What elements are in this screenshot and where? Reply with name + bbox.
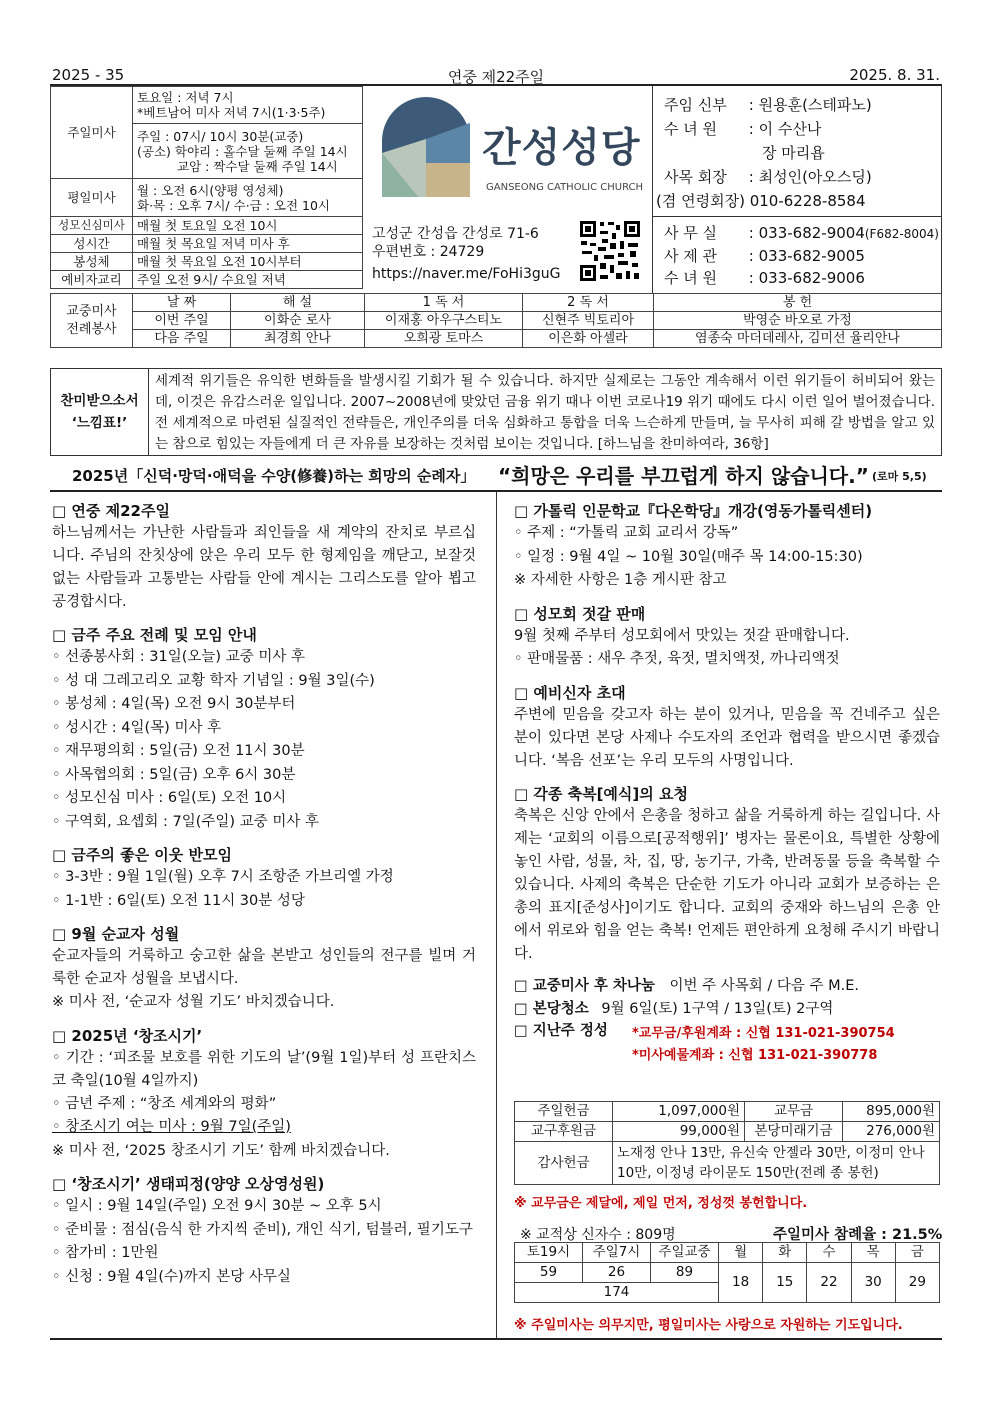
rectory-phone: : 033-682-9005 xyxy=(748,247,865,265)
pastor xyxy=(656,93,872,213)
list-item: ◦ 기간 : ‘피조물 보호를 위한 기도의 날’(9월 1일)부터 성 프란치스코 축일(10월 4일까지) xyxy=(52,1049,476,1089)
member-count: ※ 교적상 신자수 : 809명 xyxy=(520,1227,676,1243)
account-mass: *미사예물계좌 : 신협 131-021-390778 xyxy=(632,1047,878,1063)
thanks-label: 감사헌금 xyxy=(515,1142,613,1185)
banner-motto: “희망은 우리를 부끄럽게 하지 않습니다.” xyxy=(498,464,869,488)
address-line: 고성군 간성읍 간성로 71-6 xyxy=(372,226,539,242)
att-header: 월 xyxy=(719,1243,763,1263)
list-item: ◦ 구역회, 요셉회 : 7일(주일) 교중 미사 후 xyxy=(52,813,319,830)
bottom-rule xyxy=(50,1338,942,1340)
offering-label: 교구후원금 xyxy=(515,1122,613,1142)
quote-box xyxy=(50,368,942,456)
issue-date: 2025. 8. 31. xyxy=(849,66,940,84)
list-item: ◦ 선종봉사회 : 31일(오늘) 교중 미사 후 xyxy=(52,649,305,665)
mass-schedule xyxy=(50,86,363,289)
section-text: 9월 첫째 주부터 성모회에서 맛있는 젓갈 판매합니다. xyxy=(514,627,850,644)
sunday-line: (공소) 학야리 : 홀수달 둘째 주일 14시 xyxy=(137,143,348,159)
list-item: ◦ 성시간 : 4일(목) 미사 후 xyxy=(52,719,222,736)
banner-theme: 2025년「신덕·망덕·애덕을 수양(修養)하는 희망의 순례자」 xyxy=(72,467,476,485)
att-total: 174 xyxy=(515,1283,719,1303)
liturgy-service-table xyxy=(50,293,942,348)
first-reader: 이재홍 아우구스티노 xyxy=(365,312,523,330)
att-header: 토19시 xyxy=(515,1243,583,1263)
sunday-line: *베트남어 미사 저녁 7시(1·3·5주) xyxy=(137,105,326,121)
offering-table xyxy=(514,1101,940,1185)
second-reader: 이은화 아셀라 xyxy=(523,330,654,348)
convent-label: 수 녀 원 xyxy=(664,269,718,287)
schedule-row-label: 예비자교리 xyxy=(51,271,133,289)
list-item: ◦ 판매물품 : 새우 추젓, 육젓, 멸치액젓, 까나리액젓 xyxy=(514,651,840,667)
sister-name: 장 마리욥 xyxy=(762,144,825,162)
final-note: ※ 주일미사는 의무지만, 평일미사는 사랑으로 자원하는 기도입니다. xyxy=(514,1318,903,1333)
banner xyxy=(50,460,942,490)
att-value: 89 xyxy=(651,1263,719,1283)
sunday-line: 교암 : 짝수달 둘째 주일 14시 xyxy=(177,158,338,174)
list-item: ◦ 사목협의회 : 5일(금) 오후 6시 30분 xyxy=(52,766,296,783)
att-value: 26 xyxy=(583,1263,651,1283)
qr-code-icon xyxy=(578,219,642,283)
section-title: □ ‘창조시기’ 생태피정(양양 오상영성원) xyxy=(52,1175,325,1193)
chair-name: : 최성인(아오스딩) xyxy=(748,168,872,186)
schedule-row-value: 매월 첫 목요일 저녁 미사 후 xyxy=(133,235,363,253)
list-item: ◦ 창조시기 여는 미사 : 9월 7일(주일) xyxy=(52,1119,291,1135)
att-header: 목 xyxy=(851,1243,895,1263)
second-reader: 신현주 빅토리아 xyxy=(523,312,654,330)
liturgy-label: 전례봉사 xyxy=(66,321,117,337)
list-item: ◦ 신청 : 9월 4일(수)까지 본당 사무실 xyxy=(52,1268,291,1285)
list-item: ◦ 3-3반 : 9월 1일(월) 오후 7시 조항준 가브리엘 가정 xyxy=(52,869,394,885)
first-reader: 오희광 토마스 xyxy=(365,330,523,348)
offering: 염종숙 마더데레사, 김미선 율리안나 xyxy=(654,330,942,348)
section-text: 순교자들의 거룩하고 숭고한 삶을 본받고 성인들의 전구를 빌며 거룩한 순교자 성월을 보냅시다. xyxy=(52,948,476,987)
list-item: ◦ 재무평의회 : 5일(금) 오전 11시 30분 xyxy=(52,743,305,759)
issue-number: 2025 - 35 xyxy=(52,66,125,84)
offering-amount: 99,000원 xyxy=(613,1122,745,1142)
schedule-row-value: 주일 오전 9시/ 수요일 저녁 xyxy=(133,271,363,289)
att-header: 화 xyxy=(763,1243,807,1263)
commentator: 이화순 로사 xyxy=(231,312,365,330)
list-item: ◦ 일정 : 9월 4일 ~ 10월 30일(매주 목 14:00-15:30) xyxy=(514,548,863,565)
chair-phone: (겸 연령회장) 010-6228-8584 xyxy=(656,192,866,210)
dues-note: ※ 교무금은 제달에, 제일 먼저, 정성껏 봉헌합니다. xyxy=(514,1196,808,1211)
account-dues: *교무금/후원계좌 : 신협 131-021-390754 xyxy=(632,1025,895,1041)
office-phone: : 033-682-9004 xyxy=(748,224,865,242)
quote-label-2: ‘느낌표!’ xyxy=(71,415,128,431)
col-header: 해 설 xyxy=(231,294,365,312)
section-title: □ 각종 축복[예식]의 요청 xyxy=(514,784,688,803)
col-header: 2 독 서 xyxy=(523,294,654,312)
quote-text: 세계적 위기들은 유익한 변화들을 발생시킬 기회가 될 수 있습니다. 하지만 실제로는 그동안 계속해서 이런 위기들이 허비되어 왔는데, 이것은 유감스러운 일입니다. 2007~2008년에 맞았던 금융 위기 때나 이번 코로나19 위기 때에도 다시 이런 일어 벌어졌습니다. 전 세계적으로 마련된 실질적인 전략들은, 개인주의를 더욱 심화하고 통합을 더욱 느슨하게 만들며, 늘 무사히 피해 갈 방법을 알고 있는 참으로 힘있는 자들에게 더 큰 자유를 보장하는 것처럼 보이는 것입니다. [하느님을 찬미하여라, 36항] xyxy=(155,373,935,452)
section-text: 주변에 믿음을 갖고자 하는 분이 있거나, 믿음을 꼭 건네주고 싶은 분이 있다면 본당 사제나 수도자의 조언과 협력을 받으시면 좋겠습니다. ‘복음 선포’는 우리 모두의 사명입니다. xyxy=(514,706,940,769)
list-item: ◦ 참가비 : 1만원 xyxy=(52,1245,159,1261)
att-value: 18 xyxy=(719,1263,763,1303)
attendance-rate: 주일미사 참례율 : 21.5% xyxy=(773,1227,943,1243)
sister-name: : 이 수산나 xyxy=(748,120,822,138)
office-label: 사 무 실 xyxy=(664,224,718,242)
offering-amount: 1,097,000원 xyxy=(613,1102,745,1122)
sunday-line: 토요일 : 저녁 7시 xyxy=(137,90,234,106)
homepage-link[interactable]: https://naver.me/FoHi3guG xyxy=(372,266,561,282)
offering-label: 주일헌금 xyxy=(515,1102,613,1122)
section-title: □ 본당청소 xyxy=(514,1000,589,1017)
offering: 박영순 바오로 가정 xyxy=(654,312,942,330)
pastor-label: 주임 신부 xyxy=(664,96,727,114)
list-item: ◦ 1-1반 : 6일(토) 오전 11시 30분 성당 xyxy=(52,892,305,909)
schedule-row-label: 성시간 xyxy=(51,235,133,253)
att-header: 주일7시 xyxy=(583,1243,651,1263)
section-title: □ 교중미사 후 차나눔 xyxy=(514,977,655,994)
list-item: ◦ 일시 : 9월 14일(주일) 오전 9시 30분 ~ 오후 5시 xyxy=(52,1198,382,1214)
offering-label: 교무금 xyxy=(745,1102,843,1122)
section-title: □ 성모회 젓갈 판매 xyxy=(514,604,646,623)
rectory-label: 사 제 관 xyxy=(664,247,718,265)
offering-amount: 276,000원 xyxy=(843,1122,940,1142)
note: ※ 자세한 사항은 1층 게시판 참고 xyxy=(514,572,727,588)
section-title: □ 금주의 좋은 이웃 반모임 xyxy=(52,846,232,864)
tea-sharing: 이번 주 사목회 / 다음 주 M.E. xyxy=(669,977,860,994)
liturgy-label: 교중미사 xyxy=(66,303,117,319)
att-value: 30 xyxy=(851,1263,895,1303)
col-header: 날 짜 xyxy=(133,294,231,312)
phone-list xyxy=(664,222,939,289)
pastor-name: : 원용훈(스테파노) xyxy=(748,96,872,114)
att-value: 59 xyxy=(515,1263,583,1283)
office-fax: (F682-8004) xyxy=(864,227,939,241)
list-item: ◦ 준비물 : 점심(음식 한 가지씩 준비), 개인 식기, 텀블러, 필기도구 xyxy=(52,1221,473,1238)
list-item: ◦ 봉성체 : 4일(목) 오전 9시 30분부터 xyxy=(52,696,296,712)
sister-label: 수 녀 원 xyxy=(664,120,718,138)
section-title: □ 예비신자 초대 xyxy=(514,683,626,702)
list-item: ◦ 주제 : “가톨릭 교회 교리서 강독” xyxy=(514,525,739,541)
schedule-row-label: 성모신심미사 xyxy=(51,217,133,235)
section-title: □ 2025년 ‘창조시기’ xyxy=(52,1026,203,1045)
section-title: □ 연중 제22주일 xyxy=(52,502,170,520)
quote-label: 찬미받으소서 xyxy=(60,393,139,409)
schedule-row-value: 매월 첫 토요일 오전 10시 xyxy=(133,217,363,235)
offering-amount: 895,000원 xyxy=(843,1102,940,1122)
right-column xyxy=(514,500,940,1066)
section-title: □ 9월 순교자 성월 xyxy=(52,925,180,943)
column-divider xyxy=(496,492,497,1338)
weekday-mass-label: 평일미사 xyxy=(51,179,133,217)
contacts-divider xyxy=(653,216,942,217)
attendance-table xyxy=(514,1242,940,1303)
col-header: 봉 헌 xyxy=(654,294,942,312)
list-item: ◦ 금년 주제 : “창조 세계와의 평화” xyxy=(52,1095,277,1112)
att-value: 29 xyxy=(895,1263,939,1303)
church-name: 간성성당 xyxy=(482,125,641,171)
section-text: 하느님께서는 가난한 사람들과 죄인들을 새 계약의 잔치로 부르십니다. 주님의 잔칫상에 앉은 우리 모두 한 형제임을 깨닫고, 보잘것없는 사람들과 고통받는 사람들 안에 계시는 그리스도를 알아 뵙고 공경합시다. xyxy=(52,525,476,610)
chair-label: 사목 회장 xyxy=(664,168,727,186)
att-header: 주일교중 xyxy=(651,1243,719,1263)
schedule-row-label: 봉성체 xyxy=(51,253,133,271)
col-header: 1 독 서 xyxy=(365,294,523,312)
church-name-english: GANSEONG CATHOLIC CHURCH xyxy=(486,182,644,193)
list-item: ◦ 성 대 그레고리오 교황 학자 기념일 : 9월 3일(수) xyxy=(52,672,375,689)
left-column xyxy=(52,500,476,1289)
postal-code: 우편번호 : 24729 xyxy=(372,244,485,260)
att-header: 금 xyxy=(895,1243,939,1263)
note: ※ 미사 전, ‘순교자 성월 기도’ 바치겠습니다. xyxy=(52,994,335,1010)
att-value: 15 xyxy=(763,1263,807,1303)
att-value: 22 xyxy=(807,1263,851,1303)
church-logo-icon xyxy=(378,93,474,197)
service-date: 다음 주일 xyxy=(133,330,231,348)
section-title: □ 금주 주요 전례 및 모임 안내 xyxy=(52,626,257,644)
sunday-line: 주일 : 07시/ 10시 30분(교중) xyxy=(137,128,304,144)
list-item: ◦ 성모신심 미사 : 6일(토) 오전 10시 xyxy=(52,790,287,806)
convent-phone: : 033-682-9006 xyxy=(748,269,865,287)
schedule-row-value: 매월 첫 목요일 오전 10시부터 xyxy=(133,253,363,271)
section-title: □ 지난주 정성 xyxy=(514,1022,608,1039)
section-text: 축복은 신앙 안에서 은총을 청하고 삶을 거룩하게 하는 길입니다. 사제는 ‘교회의 이름으로[공적행위]’ 병자는 물론이요, 특별한 상황에 놓인 사람, 성물, 차, 집, 땅, 농기구, 가축, 반려동물 등을 축복할 수 있습니다. 사제의 축복은 단순한 기도가 아니라 교회가 보증하는 은총의 표지[준성사]이기도 합니다. 교회의 중재와 하느님의 은총 안에서 위로와 힘을 얻는 축복! 언제든 편안하게 요청해 주시기 바랍니다. xyxy=(514,807,940,962)
thanks-text: 노재정 안나 13만, 유신숙 안젤라 30만, 이정미 안나 10만, 이정녕 라이문도 150만(전례 종 봉헌) xyxy=(613,1142,940,1185)
note: ※ 미사 전, ‘2025 창조시기 기도’ 함께 바치겠습니다. xyxy=(52,1142,390,1159)
week-title: 연중 제22주일 xyxy=(447,68,545,86)
section-title: □ 가톨릭 인문학교『다온학당』개강(영동가톨릭센터) xyxy=(514,502,873,520)
service-date: 이번 주일 xyxy=(133,312,231,330)
banner-reference: (로마 5,5) xyxy=(872,470,927,483)
att-header: 수 xyxy=(807,1243,851,1263)
offering-label: 본당미래기금 xyxy=(745,1122,843,1142)
weekday-line: 화·목 : 오후 7시/ 수·금 : 오전 10시 xyxy=(137,197,331,213)
cleaning-schedule: 9월 6일(토) 1구역 / 13일(토) 2구역 xyxy=(601,1000,834,1017)
commentator: 최경희 안나 xyxy=(231,330,365,348)
sunday-mass-label: 주일미사 xyxy=(51,87,133,179)
weekday-line: 월 : 오전 6시(양평 영성체) xyxy=(137,182,284,198)
